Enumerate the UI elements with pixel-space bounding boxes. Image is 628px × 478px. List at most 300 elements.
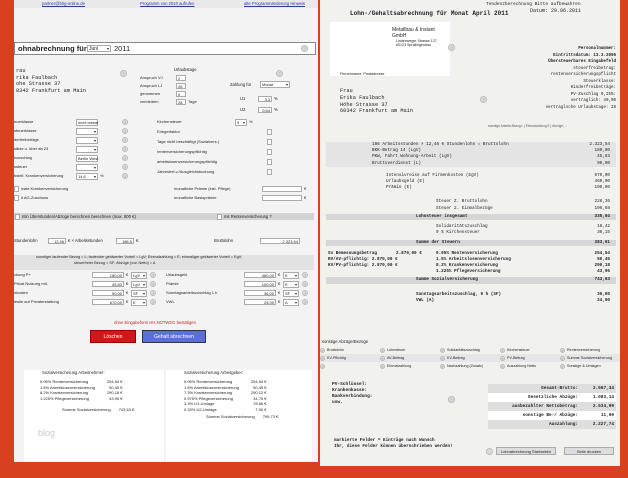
address-line: 0342 Frankfurt am Main	[16, 87, 86, 94]
company-name: Metallbau & Instant GmbH	[392, 27, 435, 39]
setting-checkbox[interactable]	[267, 129, 272, 135]
note-line: markierte Felder = Einträge nach Wunsch	[334, 438, 435, 443]
social-setting-label: Tage nicht beschäftigt (Sozialvers.)	[157, 139, 220, 144]
tax-setting-select[interactable]	[76, 137, 98, 144]
tax-setting-row	[14, 119, 134, 125]
sv-label: 8.2% Krankenversicherung	[40, 390, 89, 396]
line-value: 90,00	[597, 160, 610, 166]
sv-label: 1.5% Arbeitslosenversicherung	[436, 257, 511, 263]
firm-label: Firmenname, Postadresse	[340, 72, 385, 76]
sv-basis-value: 2.870,00 €	[396, 251, 422, 257]
back-to-start-button[interactable]: Lohnabrechnung Startseiten	[496, 447, 556, 455]
social-setting-row	[157, 129, 297, 135]
sv-row	[28, 396, 125, 402]
total-value: 2.534,99	[592, 404, 614, 409]
setting-checkbox[interactable]	[267, 139, 272, 145]
grid-help-icon[interactable]: ?	[441, 356, 444, 361]
payslip-line	[326, 161, 616, 167]
overtime-label: ntin Überstunden/Abzüge berechnen berechnen (max. 800 €)	[22, 214, 136, 219]
tab-strip	[320, 338, 620, 346]
base-premium-row: monatliche Basisprämie €	[174, 195, 307, 200]
sv-label: 9.95% Rentenversicherung	[184, 379, 233, 385]
bezug-label: Urlaubsgeld	[166, 272, 188, 277]
payslip-title: Lohn-/Gehaltsabrechnung für Monat April 2011	[350, 10, 509, 17]
bezug-amount-input[interactable]: 180,00	[92, 272, 124, 278]
changes-hint-link[interactable]: alte Programmänderung Hinweis	[244, 1, 305, 6]
euro-label: €	[278, 290, 281, 295]
line-label: Prämie (E)	[386, 185, 412, 191]
employer-sv-sum	[172, 414, 280, 420]
setting-checkbox[interactable]	[267, 149, 272, 155]
bezug-amount-input[interactable]: 24,00	[244, 299, 276, 305]
page-title: ohnabrechnung für	[18, 44, 87, 53]
tax-setting-label: euerklasse	[14, 119, 34, 124]
sv-value: 254,54	[594, 251, 610, 257]
tax-setting-row	[14, 164, 134, 170]
percent-label: %	[274, 96, 278, 101]
back-icon[interactable]: ←	[487, 449, 492, 454]
u2-input[interactable]: 0,64	[258, 107, 272, 113]
sv-label: 1.225% Pflegeversicherung	[40, 395, 89, 401]
sv-row	[172, 396, 269, 402]
unit-label: %	[249, 119, 253, 124]
info-line: PV-Schlüssel:	[332, 382, 368, 387]
euro-label: €	[278, 272, 281, 277]
line-value: 743,63	[594, 277, 610, 283]
line-value: 335,04	[594, 213, 610, 219]
employer-sv-table	[172, 379, 269, 412]
address-line: rau	[16, 68, 26, 74]
bezug-label: Privat Nutzung mtl.	[14, 281, 48, 286]
grid-cell[interactable]	[440, 347, 498, 353]
help-icon[interactable]: ?	[480, 96, 487, 103]
total-value: 11,00	[600, 413, 614, 418]
address-line: Frau	[340, 88, 353, 94]
grid-help-icon[interactable]: ?	[561, 348, 564, 353]
help-icon[interactable]: ?	[303, 291, 307, 296]
tax-setting-label: ssteuer	[14, 164, 28, 169]
line-label: Steuer Z. Bruttolohn	[436, 199, 488, 205]
payslip-line	[326, 298, 616, 305]
help-icon[interactable]: ?	[151, 273, 155, 278]
employee-sv-heading: Sozialversicherung Arbeitnehmer:	[42, 370, 105, 375]
tax-setting-label: bstell. Krankenversicherung	[14, 173, 64, 178]
bezug-amount-input[interactable]: 90,00	[92, 290, 124, 296]
line-label: Bruttoverdienst (L)	[372, 160, 421, 166]
sv-label: 7.3% Krankenversicherung	[184, 390, 233, 396]
sv-label: 1.5% Arbeitslosenversicherung	[184, 384, 239, 390]
grid-help-icon[interactable]: ?	[501, 364, 504, 369]
line-label: Solidaritätszuschlag	[436, 224, 488, 230]
info-line: Personalnummer:	[578, 47, 616, 51]
employee-address	[16, 68, 86, 94]
grid-cell[interactable]	[320, 355, 378, 361]
month-select[interactable]: Juni ▾	[87, 45, 111, 52]
bezug-row	[166, 290, 316, 299]
sv-row	[28, 379, 125, 385]
grid-cell[interactable]	[560, 347, 618, 353]
bezug-label: Sonntagsarbeitszuschlag 1 h	[166, 290, 218, 295]
line-value: 670,00	[594, 172, 610, 178]
grid-label: Sonstige & Umlagen	[567, 364, 601, 368]
grid-label: Bruttolohn	[327, 348, 344, 352]
bezug-amount-input[interactable]: 100,00	[244, 281, 276, 287]
employee-totals	[24, 370, 164, 462]
bezug-type-select[interactable]: SF ▾	[283, 290, 299, 297]
payment-for-label: Zahlung für	[230, 82, 252, 87]
grid-help-icon[interactable]: ?	[501, 356, 504, 361]
vacation-heading: Urlaubstage	[174, 67, 197, 72]
euro-label: €	[278, 281, 281, 286]
grid-help-icon[interactable]: ?	[381, 356, 384, 361]
help-icon[interactable]: ?	[123, 129, 127, 134]
total-value: 1.083,14	[592, 395, 614, 400]
u1-input[interactable]: 3,3	[258, 96, 272, 102]
tax-setting-row	[14, 155, 134, 161]
grid-cell[interactable]	[380, 347, 438, 353]
vacation-fields	[140, 75, 210, 105]
payslip-line	[326, 206, 616, 212]
grid-cell[interactable]	[320, 347, 378, 353]
line-value: 2.323,54	[589, 142, 610, 147]
grid-cell[interactable]	[560, 363, 618, 369]
sum-value: 743,63 €	[118, 407, 135, 413]
grid-help-icon[interactable]: ?	[561, 364, 564, 369]
sv-row	[172, 390, 269, 396]
line-value: 36,00	[597, 291, 610, 297]
employer-sv-heading: Sozialversicherung Arbeitgeber:	[184, 370, 244, 375]
corner-note: Tendenzberechnung Bitte aufbewahren	[486, 2, 581, 7]
payslip-lines	[326, 142, 616, 305]
help-icon[interactable]: ?	[276, 70, 283, 77]
payment-period-select[interactable]: Monat ▾	[260, 81, 290, 88]
base-premium-input[interactable]	[262, 195, 302, 201]
help-icon[interactable]: ?	[303, 273, 307, 278]
help-icon[interactable]: ?	[123, 174, 127, 179]
help-icon[interactable]: ?	[151, 282, 155, 287]
help-icon[interactable]: ?	[303, 282, 307, 287]
vacation-row: verbleiben 28 Tage	[140, 99, 197, 105]
line-label: PKW, Fahrt Wohnung-Arbeit (LgV)	[372, 154, 452, 160]
grid-cell[interactable]	[500, 355, 558, 361]
line-label: Summe der Steuern	[416, 239, 460, 245]
monthly-premium-input[interactable]	[262, 186, 302, 192]
year-text: 2011	[114, 44, 131, 53]
help-icon[interactable]: ?	[301, 45, 308, 52]
info-line: usw.	[332, 400, 343, 405]
recipient-address	[340, 88, 413, 115]
sv-label: 9.95% Rentenversicherung	[436, 251, 498, 257]
tax-setting-label: derfreibeträge	[14, 137, 39, 142]
vacation-remaining: 28	[176, 99, 186, 105]
euro-label: €	[278, 299, 281, 304]
note-line: Ihr, diese Felder können überschrieben werden!	[334, 443, 453, 449]
line-label: VWL (A)	[416, 298, 435, 304]
line-label: 9 % Kirchensteuer	[436, 230, 480, 236]
employee-sv-sum	[28, 407, 136, 413]
grid-row	[320, 362, 620, 370]
overtime-bar	[14, 213, 314, 220]
title-bar	[14, 42, 316, 55]
line-label: 186 Arbeitsstunden × 12,46 € Stundenlohn = Bruttolohn	[372, 142, 509, 147]
sv-value: 290,12 €	[250, 390, 267, 396]
grid-help-icon[interactable]: ?	[501, 348, 504, 353]
items-right-column	[166, 272, 316, 308]
info-line: Steuerklasse:	[583, 79, 616, 84]
grid-label: AV-Beitrag	[387, 356, 405, 360]
grid-cell[interactable]	[500, 363, 558, 369]
grid-label: KV-Beitrag	[447, 356, 465, 360]
sv-value: 43,95 €	[109, 395, 123, 401]
help-icon[interactable]: ?	[151, 300, 155, 305]
help-icon[interactable]: ?	[151, 291, 155, 296]
vacation-row: Anspruch LJ 26	[140, 83, 210, 89]
line-value: 228,36	[594, 199, 610, 205]
private-kv-row: ivate Krankenversicherung	[14, 186, 134, 192]
tax-setting-select[interactable]	[76, 164, 98, 171]
sv-label: 3.3% U1-Umlage	[184, 401, 215, 407]
line-value: 460,00	[594, 178, 610, 184]
tax-setting-row	[14, 146, 134, 152]
vacation-prev-input[interactable]: 2	[176, 75, 186, 81]
summary-grid	[320, 346, 620, 370]
corner-date: Datum: 29.06.2011	[530, 8, 582, 14]
bezug-row	[14, 299, 164, 308]
sv-value: 50,45 €	[253, 384, 267, 390]
total-row	[488, 384, 616, 393]
social-setting-row	[157, 119, 297, 125]
bezug-label: ieslie auf Privaterstattung	[14, 299, 59, 304]
sv-label: 1.5% Arbeitslosenversicherung	[40, 384, 95, 390]
sv-value: 254,54 €	[106, 379, 123, 385]
grid-cell[interactable]	[500, 347, 558, 353]
church-tax-select[interactable]: 9 ▾	[235, 119, 247, 126]
help-icon[interactable]: ?	[123, 147, 127, 152]
social-setting-label: arbeitslosenversicherungspflichtig	[157, 159, 218, 164]
euro-label: €	[126, 299, 129, 304]
vacation-taken-input[interactable]: 0	[176, 91, 186, 97]
bezug-type-select[interactable]: LgV ▾	[131, 281, 147, 288]
sv-label: 9.95% Rentenversicherung	[40, 379, 89, 385]
hours-label: € × Arbeitsstunden	[68, 238, 103, 243]
calculate-salary-button[interactable]: Gehalt abrechnen	[142, 330, 206, 343]
grid-cell[interactable]	[380, 355, 438, 361]
grid-cell[interactable]	[440, 363, 498, 369]
ag-subsidy-row: it AG-Zuschuss	[14, 195, 134, 201]
total-label: sonstige Be-/ Abzüge:	[522, 413, 578, 418]
social-setting-label: Jahresfrei.v./Ausgleichsbuchung	[157, 169, 215, 174]
tax-setting-row	[14, 128, 134, 134]
employee-info	[496, 46, 616, 111]
grid-label: Nachzahlung (Zusatz)	[447, 364, 484, 368]
u1-label: U1	[240, 96, 246, 101]
help-icon[interactable]: ?	[123, 165, 127, 170]
social-setting-row	[157, 169, 297, 175]
tax-setting-label: kzuschlag	[14, 155, 32, 160]
sv-line	[326, 269, 616, 275]
bezug-row	[14, 281, 164, 290]
line-value: 180,00	[594, 148, 610, 154]
grid-help-icon[interactable]: ?	[321, 364, 324, 369]
line-value: 18,42	[597, 224, 610, 230]
email-link[interactable]: partner@bhg-online.de	[42, 1, 85, 6]
u2-label: U2	[240, 107, 246, 112]
bezug-label: ckung P+	[14, 272, 31, 277]
line-value: 106,68	[594, 205, 610, 211]
sv-value: 78,66 €	[253, 401, 267, 407]
euro-label: €	[126, 281, 129, 286]
employer-totals	[166, 370, 312, 462]
total-row	[488, 420, 616, 429]
grid-help-icon[interactable]: ?	[321, 356, 324, 361]
sv-label: 8.2% Krankenversicherung	[436, 263, 498, 269]
tax-setting-select[interactable]	[76, 128, 98, 135]
grid-label: Auszahlung Netto	[507, 364, 537, 368]
setting-checkbox[interactable]	[267, 159, 272, 165]
tax-setting-label: sätze u. über ab 23	[14, 146, 49, 151]
payslip-line	[326, 214, 616, 221]
bezug-type-select[interactable]: E ▾	[283, 272, 299, 279]
grid-cell[interactable]	[320, 363, 378, 369]
total-label: ausbezahlter Nettobetrag:	[512, 404, 578, 409]
premium-row: monatliche Prämie (inkl. Pflege) €	[174, 186, 307, 191]
delete-button[interactable]: Löschen	[90, 330, 136, 343]
bezug-type-select[interactable]: LgV ▾	[131, 272, 147, 279]
grid-label: KV-Pflichtig	[327, 356, 346, 360]
help-icon[interactable]: ?	[123, 156, 127, 161]
grid-label: PV-Beitrag	[507, 356, 525, 360]
line-label: Lohnsteuer insgesamt	[416, 213, 468, 219]
bezug-amount-input[interactable]: 460,00	[244, 272, 276, 278]
total-row	[488, 402, 616, 411]
bezug-amount-input[interactable]: 670,00	[92, 299, 124, 305]
payslip-line	[326, 230, 616, 236]
private-kv-checkbox[interactable]	[14, 186, 19, 192]
grid-help-icon[interactable]: ?	[381, 348, 384, 353]
social-setting-row	[157, 149, 297, 155]
euro-label: €	[126, 290, 129, 295]
percent-label: %	[274, 107, 278, 112]
bezug-amount-input[interactable]: 45,83	[92, 281, 124, 287]
gross-wage-field: 2.323,54	[260, 238, 300, 244]
line-block	[326, 142, 616, 167]
sum-label: Summe Sozialversicherung	[62, 407, 111, 413]
total-value: 3.567,34	[592, 386, 614, 391]
print-button[interactable]: Seite drucken	[564, 447, 614, 455]
grid-help-icon[interactable]: ?	[441, 364, 444, 369]
social-setting-row	[157, 139, 297, 145]
info-line: rentenversicherungspflicht	[550, 73, 616, 77]
bezug-type-select[interactable]: E ▾	[131, 299, 147, 306]
line-block	[326, 173, 616, 192]
line-block	[326, 224, 616, 236]
ag-subsidy-checkbox[interactable]	[14, 195, 19, 201]
tax-setting-select[interactable]: Berlin West ▾	[76, 155, 98, 162]
bezug-type-select[interactable]: SF ▾	[131, 290, 147, 297]
grid-help-icon[interactable]: ?	[381, 364, 384, 369]
help-icon[interactable]: ?	[448, 44, 455, 51]
address-line: ohe Strasse 37	[16, 81, 61, 87]
vacation-row: Anspruch VJ 2	[140, 75, 210, 81]
gross-label: Bruttolohn	[214, 238, 234, 243]
grid-cell[interactable]	[440, 355, 498, 361]
sv-row	[172, 379, 269, 385]
line-label: BKK-Betrag 14 (LgV)	[372, 148, 421, 154]
bezug-note: sonstiger laufender Bezug = L; laufender geldwerter Vorteil = LgV; Einmalzahlung = E; einmaliger geldwerter Vorteil = EgV; steuerfreier Bezug = SF; Abzüge (von Netto) = A	[14, 255, 314, 270]
grid-help-icon[interactable]: ?	[561, 356, 564, 361]
sv-value: 254,54 €	[250, 379, 267, 385]
overtime-checkbox[interactable]	[15, 214, 20, 220]
social-settings-column	[157, 119, 297, 179]
setting-checkbox[interactable]	[267, 169, 272, 175]
help-icon[interactable]: ?	[123, 138, 127, 143]
sv-block	[326, 251, 616, 275]
editable-note	[334, 438, 453, 449]
sv-value: 43,95	[597, 269, 610, 275]
bezug-type-select[interactable]: E ▾	[283, 281, 299, 288]
hourly-wage-input[interactable]: 12,46	[48, 238, 66, 244]
euro-label: €	[126, 272, 129, 277]
grid-help-icon[interactable]: ?	[441, 348, 444, 353]
bezug-type-select[interactable]: A ▾	[283, 299, 299, 306]
tab-label[interactable]: sonstige Abzüge/Bezüge	[322, 339, 369, 344]
watermark: blog	[38, 428, 56, 438]
warning-text: ohne Eingabeform HH.NOTWEG bestätigen	[114, 320, 196, 325]
social-setting-label: rentenversicherungspflichtig	[157, 149, 207, 154]
address-line: rika Faulbach	[16, 74, 58, 81]
vacation-row: genommen 0	[140, 91, 210, 97]
grid-label: Einmalzahlung	[387, 364, 412, 368]
grid-label: Summe Sozialversicherung	[567, 356, 612, 360]
info-line: Bankverbindung:	[332, 394, 373, 399]
grid-cell[interactable]	[380, 363, 438, 369]
sv-value: 34,75 €	[253, 395, 267, 401]
grid-cell[interactable]	[560, 355, 618, 361]
unit-label: %	[100, 173, 104, 178]
bezug-row	[166, 281, 316, 290]
hourly-wage-row	[14, 238, 314, 246]
tax-setting-select[interactable]	[76, 146, 98, 153]
help-icon[interactable]: ?	[303, 300, 307, 305]
social-setting-label: Erlegerfaktor	[157, 129, 180, 134]
sv-value: 7,90 €	[255, 406, 267, 412]
grid-help-icon[interactable]: ?	[321, 348, 324, 353]
bezug-row	[14, 272, 164, 281]
program-2010-link[interactable]: Programm von 2010 aufrufen	[140, 1, 195, 6]
help-icon[interactable]: ?	[123, 120, 127, 125]
address-line: Höhe Strasse 37	[340, 101, 388, 108]
vacation-current-input[interactable]: 26	[176, 83, 186, 89]
bezug-row	[166, 299, 316, 308]
tax-setting-row	[14, 173, 134, 179]
tax-setting-select[interactable]: 14,6 ▾	[76, 173, 98, 180]
company-address-line: Lindenweger Strasse 127	[396, 39, 437, 43]
sv-row	[28, 385, 125, 391]
lower-info	[332, 382, 373, 406]
tax-setting-row	[14, 137, 134, 143]
net-totals	[488, 384, 616, 429]
bezug-amount-input[interactable]: 36,00	[244, 290, 276, 296]
sv-value: 290,18	[594, 263, 610, 269]
hours-input[interactable]: 186,5	[116, 238, 134, 244]
help-icon[interactable]: ?	[448, 396, 455, 403]
payslip-line	[326, 277, 616, 284]
tax-setting-select[interactable]: nicht lesbar ▾	[76, 119, 98, 126]
total-value: 2.227,74	[592, 422, 614, 427]
premium-block	[174, 186, 314, 201]
help-icon[interactable]: ?	[120, 70, 127, 77]
pension-checkbox[interactable]	[217, 214, 222, 220]
